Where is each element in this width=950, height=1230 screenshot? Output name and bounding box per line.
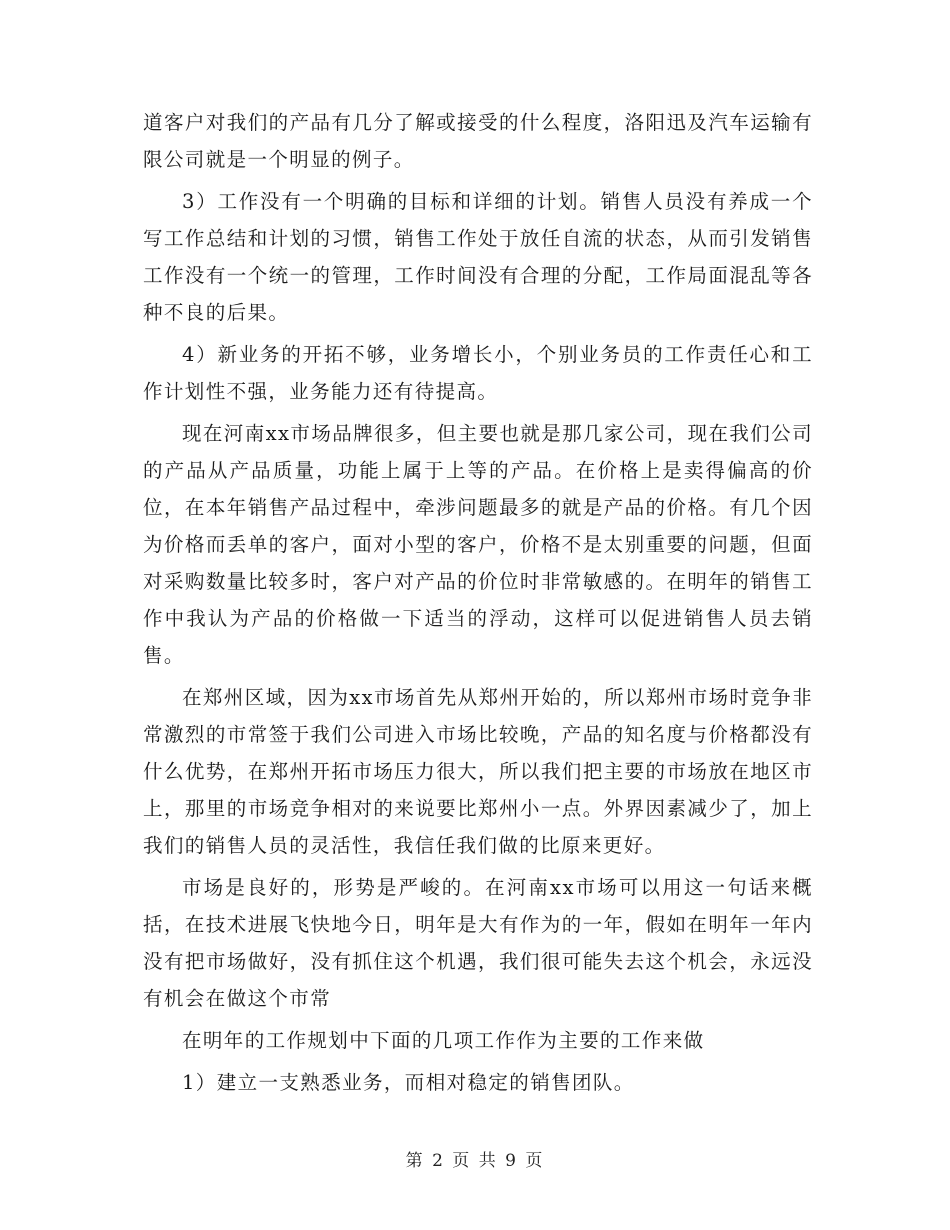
paragraph-item-4: 4）新业务的开拓不够，业务增长小，个别业务员的工作责任心和工作计划性不强，业务能力还有待提高。 [143, 343, 813, 403]
paragraph-zhengzhou-region: 在郑州区域，因为xx市场首先从郑州开始的，所以郑州市场时竞争非常激烈的市常签于我们公司进入市场比较晚，产品的知名度与价格都没有什么优势，在郑州开拓市场压力很大，所以我们把主要的市场放在地区市上，那里的市场竞争相对的来说要比郑州小一点。外界因素减少了，加上我们的销售人员的灵活性，我信任我们做的比原来更好。 [143, 686, 813, 857]
paragraph-work-plan-intro: 在明年的工作规划中下面的几项工作作为主要的工作来做 [182, 1029, 705, 1052]
paragraph-item-3: 3）工作没有一个明确的目标和详细的计划。销售人员没有养成一个写工作总结和计划的习惯，销售工作处于放任自流的状态，从而引发销售工作没有一个统一的管理，工作时间没有合理的分配，工作局面混乱等各种不良的后果。 [143, 190, 813, 324]
document-body [143, 104, 813, 1101]
paragraph-continuation: 道客户对我们的产品有几分了解或接受的什么程度，洛阳迅及汽车运输有限公司就是一个明显的例子。 [143, 111, 813, 171]
page-number-footer: 第 2 页 共 9 页 [405, 1151, 545, 1171]
paragraph-market-brands: 现在河南xx市场品牌很多，但主要也就是那几家公司，现在我们公司的产品从产品质量，功能上属于上等的产品。在价格上是卖得偏高的价位，在本年销售产品过程中，牵涉问题最多的就是产品的价格。有几个因为价格而丢单的客户，面对小型的客户，价格不是太别重要的问题，但面对采购数量比较多时，客户对产品的价位时非常敏感的。在明年的销售工作中我认为产品的价格做一下适当的浮动，这样可以促进销售人员去销售。 [143, 422, 813, 667]
paragraph-plan-item-1: 1）建立一支熟悉业务，而相对稳定的销售团队。 [182, 1071, 635, 1094]
paragraph-market-outlook: 市场是良好的，形势是严峻的。在河南xx市场可以用这一句话来概括，在技术进展飞快地今日，明年是大有作为的一年，假如在明年一年内没有把市场做好，没有抓住这个机遇，我们很可能失去这个机会，永远没有机会在做这个市常 [143, 876, 813, 1010]
